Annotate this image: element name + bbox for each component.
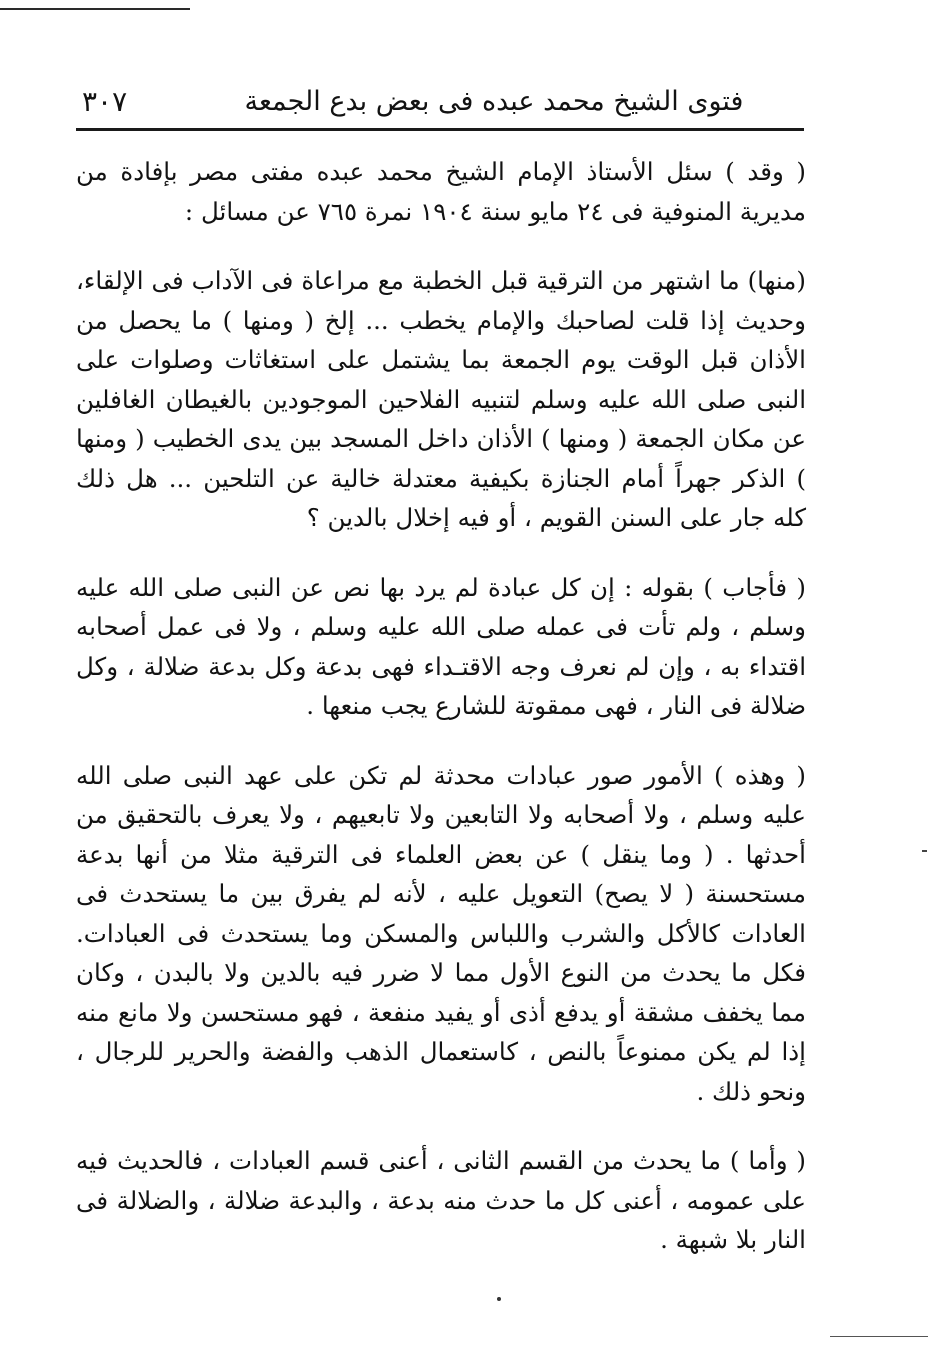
scan-edge-line [0,8,190,10]
running-header [74,78,804,126]
paragraph-answer: ( فأجاب ) بقوله : إن كل عبادة لم يرد بها نص عن النبى صلى الله عليه وسلم ، ولم تأت فى عمله صلى الله عليه وسلم ، ولا فى عمل أصحابه اقتداء به ، وإن لم نعرف وجه الاقتـداء فهى بدعة وكل بدعة ضلالة ، وكل ضلالة فى النار ، فهى ممقوتة للشارع يجب منعها . [76,572,806,720]
running-header-title: فتوى الشيخ محمد عبده فى بعض بدع الجمعة [244,86,744,117]
paragraph-question-intro: ( وقد ) سئل الأستاذ الإمام الشيخ محمد عبده مفتى مصر بإفادة من مديرية المنوفية فى ٢٤ مايو سنة ١٩٠٤ نمرة ٧٦٥ عن مسائل : [76,157,806,226]
body-text [76,152,806,1260]
scan-dot [497,1297,501,1301]
bottom-edge-line [830,1336,928,1337]
paragraph-questions: (منها) ما اشتهر من الترقية قبل الخطبة مع مراعاة فى الآداب فى الإلقاء، وحديث إذا قلت لصاحبك والإمام يخطب ... إلخ ( ومنها ) ما يحصل من الأذان قبل الوقت يوم الجمعة بما يشتمل على استغاثات وصلوات على النبى صلى الله عليه وسلم لتنبيه الفلاحين الموجودين بالغيطان الغافلين عن مكان الجمعة ( ومنها ) الأذان داخل المسجد بين يدى الخطيب ( ومنها ) الذكر جهراً أمام الجنازة بكيفية معتدلة خالية عن التلحين ... هل ذلك كله جار على السنن القويم ، أو فيه إخلال بالدين ؟ [76,266,806,532]
page-number: ٣٠٧ [82,85,128,118]
paragraph-worship-section: ( وأما ) ما يحدث من القسم الثانى ، أعنى قسم العبادات ، فالحديث فيه على عمومه ، أعنى كل ما حدث منه بدعة ، والبدعة ضلالة ، والضلالة فى النار بلا شبهة . [76,1146,806,1254]
paragraph-innovations: ( وهذه ) الأمور صور عبادات محدثة لم تكن على عهد النبى صلى الله عليه وسلم ، ولا أصحابه ولا التابعين ولا تابعيهم ، ولا يعرف بالتحقيق من أحدثها . ( وما ينقل ) عن بعض العلماء فى الترقية مثلا من أنها بدعة مستحسنة ( لا يصح) التعويل عليه ، لأنه لم يفرق بين ما يستحدث فى العادات كالأكل والشرب واللباس والمسكن وما يستحدث فى العبادات. فكل ما يحدث من النوع الأول مما لا ضرر فيه بالدين ولا بالبدن ، وكان مما يخفف مشقة أو يدفع أذى أو يفيد منفعة ، فهو مستحسن ولا مانع منه إذا لم يكن ممنوعاً بالنص ، كاستعمال الذهب والفضة والحرير للرجال ، ونحو ذلك . [76,760,806,1106]
header-rule [76,128,804,131]
margin-mark [922,850,927,852]
